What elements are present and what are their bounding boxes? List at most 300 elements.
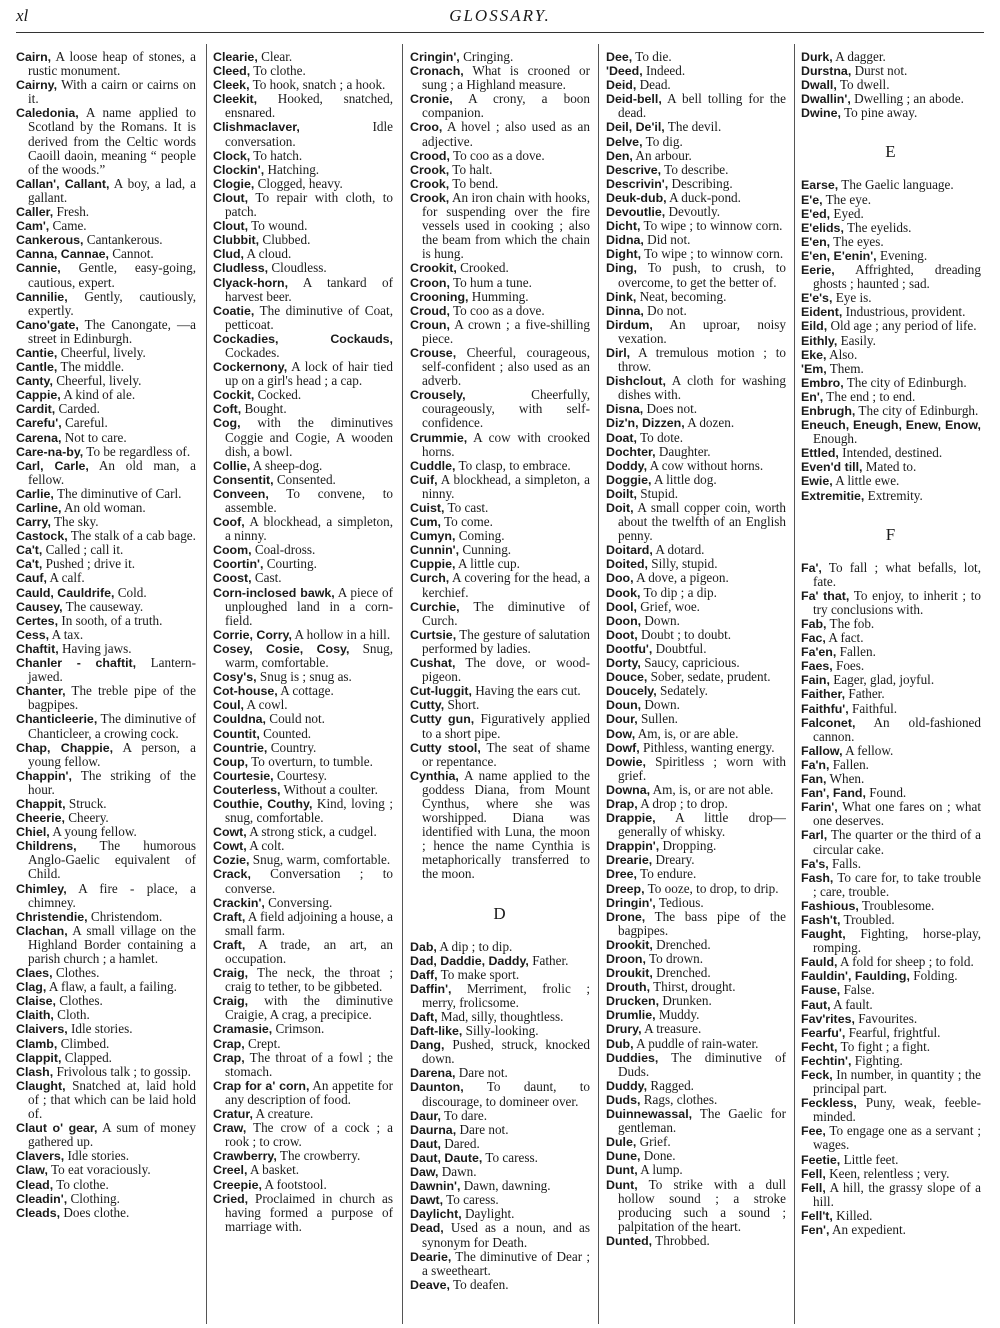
headword: Cog, [213,416,241,431]
glossary-entry [16,459,196,487]
definition: Clogged, heavy. [254,175,343,191]
headword: Cramasie, [213,1022,273,1037]
glossary-entry [410,600,590,628]
definition: Cockades. [225,344,280,360]
headword: Didna, [606,233,644,248]
glossary-entry [410,1010,590,1024]
headword: Coortin', [213,557,264,572]
definition: Fighting. [851,1052,903,1068]
glossary-entry [801,673,981,687]
glossary-entry [606,1008,786,1022]
headword: Duddies, [606,1050,659,1065]
glossary-entry [801,645,981,659]
headword: Clead, [16,1177,54,1192]
definition: To ooze, to drop, to drip. [644,880,779,896]
glossary-entry [606,445,786,459]
definition: To pine away. [840,105,918,121]
glossary-entry [213,78,393,92]
definition: To overturn, to tumble. [248,753,373,769]
glossary-entry [410,304,590,318]
definition: Crept. [244,1035,281,1051]
headword: Cheerie, [16,811,65,826]
definition: The eye. [822,191,872,207]
headword: E'e, [801,192,823,207]
glossary-entry [213,473,393,487]
glossary-entry [410,1038,590,1066]
definition: The Gaelic language. [838,177,954,193]
glossary-entry [410,571,590,599]
glossary-entry [606,374,786,402]
headword: Fearfu', [801,1025,846,1040]
definition: To daunt, to discourage, to domineer over. [422,1079,590,1109]
definition: Dawn. [438,1164,477,1180]
glossary-entry [213,1178,393,1192]
headword: Coof, [213,515,245,530]
definition: To caress. [482,1149,538,1165]
definition: A cloud. [243,246,292,262]
glossary-entry [801,78,981,92]
definition: To coo as a dove. [449,302,545,318]
definition: Done. [640,1148,676,1164]
headword: Duds, [606,1092,641,1107]
headword: Eke, [801,347,827,362]
definition: A little drop— generally of whisky. [618,810,786,840]
definition: To cast. [444,500,489,515]
definition: Merriment, frolic ; merry, frolicsome. [422,980,590,1010]
headword: Crook, [410,190,450,205]
definition: A fire - place, a chimney. [28,880,196,910]
definition: Came. [49,218,87,234]
headword: Consentit, [213,472,274,487]
glossary-entry [16,1163,196,1177]
definition: To push, to crush, to overcome, to get the better of. [618,260,786,290]
headword: Drucken, [606,994,660,1009]
headword: Dule, [606,1135,637,1150]
glossary-entry [213,741,393,755]
glossary-entry [606,966,786,980]
definition: Folding. [909,968,958,984]
glossary-entry [410,968,590,982]
definition: To clasp, to embrace. [455,457,571,473]
definition: Grief, woe. [636,598,700,614]
glossary-entry [213,402,393,416]
definition: To be regardless of. [83,443,191,459]
definition: Them. [826,360,864,376]
glossary-entry [801,1068,981,1096]
glossary-entry [16,684,196,712]
glossary-entry [410,290,590,304]
definition: Without a coulter. [280,781,378,797]
definition: Devoutly. [665,204,721,220]
glossary-entry [410,684,590,698]
glossary-entry [16,557,196,571]
definition: A creature. [252,1106,314,1122]
headword: Cum, [410,515,441,530]
definition: Conversing. [264,894,333,910]
definition: A lock of hair tied up on a girl's head ; a cap. [225,359,393,389]
glossary-entry [801,1026,981,1040]
definition: To endure. [637,866,697,882]
definition: Puny, weak, feeble-minded. [813,1095,981,1125]
definition: Cloudless. [268,260,327,276]
definition: To hook, snatch ; a hook. [249,77,386,93]
glossary-entry [801,489,981,503]
definition: Faithful. [848,700,898,716]
definition: A cow without horns. [647,457,764,473]
definition: To fight ; a fight. [837,1038,931,1054]
headword: Fallow, [801,743,843,758]
definition: Industrious, provident. [842,304,966,320]
glossary-entry [213,839,393,853]
headword: Cauld, Cauldrife, [16,585,115,600]
glossary-column [606,50,786,1320]
headword: Countrie, [213,740,268,755]
headword: Dang, [410,1038,445,1053]
glossary-entry [410,1207,590,1221]
headword: Doun, [606,698,642,713]
headword: Conveen, [213,486,269,501]
headword: Coft, [213,402,242,417]
definition: The causeway. [62,598,144,614]
glossary-entry [606,1234,786,1248]
glossary-entry [606,867,786,881]
headword: Fan, [801,772,827,787]
headword: Curch, [410,571,450,586]
definition: A tax. [49,626,84,642]
definition: Dreary. [652,852,695,868]
glossary-entry [801,828,981,856]
column-divider [598,44,599,1324]
headword: Dinna, [606,303,644,318]
headword: Cut-luggit, [410,684,472,699]
headword: Deil, De'il, [606,120,665,135]
glossary-entry [410,473,590,501]
glossary-entry [213,1051,393,1079]
column-divider [794,44,795,1324]
headword: Cleekit, [213,92,258,107]
headword: Fa' that, [801,588,850,603]
glossary-entry [16,543,196,557]
definition: Snug, warm, comfortable. [225,640,393,671]
definition: The Gaelic for gentleman. [618,1106,786,1136]
headword: Chiel, [16,825,50,840]
definition: A strong stick, a cudgel. [246,824,377,840]
glossary-entry [410,177,590,191]
headword: Fav'rites, [801,1011,855,1026]
glossary-entry [16,501,196,515]
definition: The crowberry. [276,1148,361,1164]
headword: Fell, [801,1166,826,1181]
headword: Enbrugh, [801,403,856,418]
definition: Idle stories. [67,1021,133,1037]
glossary-entry [801,249,981,263]
definition: Cloth. [53,1007,90,1023]
headword: Dwallin', [801,92,851,107]
headword: Feck, [801,1068,833,1082]
headword: Curtsie, [410,627,457,642]
definition: A sum of money gathered up. [28,1120,196,1150]
headword: Fa'n, [801,757,830,772]
headword: Cleadin', [16,1191,68,1206]
glossary-entry [801,446,981,460]
definition: A dove, a pigeon. [633,570,729,586]
glossary-entry [16,656,196,684]
definition: Cheerful, courageous, self-confident ; also used as an adverb. [422,344,590,389]
definition: The neck, the throat ; craig to tether, to be gibbeted. [225,965,393,995]
glossary-entry [606,346,786,374]
glossary-entry [801,418,981,446]
definition: A dozen. [684,415,735,431]
definition: A young fellow. [49,824,137,840]
headword: Coup, [213,754,249,769]
glossary-entry [16,712,196,740]
definition: A colt. [246,838,285,854]
glossary-entry [16,388,196,402]
glossary-entry [16,769,196,797]
headword: Crummie, [410,430,468,445]
headword: Dad, Daddie, Daddy, [410,953,529,968]
headword: Dorty, [606,656,641,671]
headword: Cowt, [213,839,247,854]
headword: Dicht, [606,219,641,234]
headword: Dunt, [606,1163,638,1178]
definition: Tedious. [655,894,704,910]
headword: Crap, [213,1036,245,1051]
definition: To enjoy, to inherit ; to try conclusions with. [813,587,981,617]
headword: Daut, Daute, [410,1150,483,1165]
definition: An iron chain with hooks, for suspending over the fire vessels used in cooking ; also the beam from which the chain is hung. [422,189,590,262]
glossary-entry [606,1149,786,1163]
headword: Carl, Carle, [16,458,89,473]
definition: To drown. [645,951,703,966]
glossary-entry [16,219,196,233]
definition: A duck-pond. [666,189,741,205]
headword: Fen', [801,1223,830,1238]
headword: Chimley, [16,881,67,896]
headword: Ca't, [16,557,43,572]
glossary-entry [213,670,393,684]
definition: To dote. [636,429,684,445]
definition: A flaw, a fault, a failing. [46,979,177,995]
definition: Gentle, easy-going, cautious, expert. [28,260,196,290]
definition: Cannot. [108,246,154,262]
definition: The diminutive of Duds. [618,1049,786,1079]
glossary-entry [801,291,981,305]
definition: Doubtful. [652,640,707,656]
glossary-entry [213,867,393,895]
glossary-entry [606,1093,786,1107]
definition: A little dog. [651,471,717,487]
headword: Cankerous, [16,233,84,248]
section-letter: E [885,142,897,162]
definition: The quarter or the third of a circular cake. [813,827,981,857]
headword: Doon, [606,613,642,628]
glossary-entry [16,910,196,924]
definition: Short. [444,697,480,713]
headword: Even'd till, [801,460,863,475]
glossary-entry [801,1096,981,1124]
headword: Cozie, [213,853,250,868]
glossary-entry [410,1123,590,1137]
headword: Duinnewassal, [606,1107,693,1122]
headword: Fecht, [801,1039,838,1054]
headword: Ettled, [801,446,839,461]
glossary-entry [16,614,196,628]
headword: Clearie, [213,50,258,64]
glossary-entry [606,191,786,205]
definition: A lump. [637,1162,683,1178]
definition: Clothes. [52,965,100,981]
glossary-entry [16,290,196,318]
headword: Cronie, [410,92,453,107]
definition: A hollow in a hill. [291,626,391,642]
definition: Also. [826,346,858,362]
headword: Dowf, [606,740,640,755]
glossary-entry [606,1079,786,1093]
definition: Am, is, or are not able. [650,781,774,797]
headword: Delve, [606,134,643,149]
glossary-entry [410,769,590,882]
glossary-entry [606,839,786,853]
headword: Daylicht, [410,1207,462,1222]
headword: Daffin', [410,981,452,996]
headword: Droukit, [606,966,653,981]
headword: Fain, [801,673,830,688]
glossary-entry [606,1022,786,1036]
definition: Cheerful, lively. [52,373,142,389]
glossary-entry [606,896,786,910]
headword: Drap, [606,796,638,811]
definition: Drenched. [652,936,711,952]
glossary-entry [16,416,196,430]
headword: Chap, Chappie, [16,740,114,755]
glossary-entry [16,402,196,416]
definition: A name applied to Scotland by the Romans. It is derived from the Celtic words Caoill daoin, meaning “ people of the woods.” [28,105,196,177]
definition: Neat, becoming. [636,288,727,304]
glossary-entry [410,656,590,684]
glossary-entry [606,614,786,628]
headword: Extremitie, [801,488,865,503]
definition: Snug, warm, comfortable. [249,852,391,868]
glossary-entry [801,404,981,418]
glossary-entry [801,178,981,192]
definition: To come. [440,514,493,530]
glossary-entry [213,416,393,458]
glossary-entry [606,120,786,134]
definition: Does clothe. [60,1204,130,1220]
headword: Collie, [213,458,251,473]
definition: Durst not. [851,63,908,79]
headword: Clockin', [213,162,265,177]
definition: The striking of the hour. [28,767,196,797]
definition: Silly, stupid. [648,556,718,572]
headword: Drury, [606,1022,642,1037]
glossary-entry [606,64,786,78]
definition: Doubt ; to doubt. [637,626,732,642]
definition: The crow of a cock ; a rook ; to crow. [225,1120,393,1150]
headword: Cannilie, [16,289,68,304]
definition: An old-fashioned cannon. [813,714,981,744]
definition: Rags, clothes. [640,1091,718,1107]
definition: Silly-looking. [462,1023,539,1039]
headword: Claith, [16,1008,54,1023]
definition: Courting. [263,556,317,572]
definition: Eye is. [832,290,872,306]
definition: To dig. [642,133,683,149]
definition: Saucy, capricious. [640,655,740,671]
definition: Dropping. [659,838,717,854]
headword: Craig, [213,966,249,981]
headword: Dreep, [606,881,645,896]
headword: Couthie, Couthy, [213,796,313,811]
headword: Daff, [410,967,438,982]
headword: Embro, [801,375,844,390]
glossary-entry [801,561,981,589]
headword: Clash, [16,1064,54,1079]
headword: Ca't, [16,543,43,558]
definition: Cocked. [254,387,302,403]
definition: Gently, cautiously, expertly. [28,288,196,318]
glossary-entry [606,233,786,247]
definition: What one fares on ; what one deserves. [813,799,981,829]
glossary-entry [606,304,786,318]
definition: Crimson. [272,1021,325,1037]
glossary-entry [606,1135,786,1149]
glossary-entry [16,1192,196,1206]
headword: Dishclout, [606,374,666,389]
headword: Clock, [213,148,251,163]
headword: Cried, [213,1191,249,1206]
glossary-entry [410,318,590,346]
headword: Dearie, [410,1249,452,1264]
glossary-entry [606,402,786,416]
headword: Croon, [410,275,450,290]
glossary-entry [606,586,786,600]
page-title: GLOSSARY. [449,6,551,25]
glossary-entry [410,1221,590,1249]
headword: Daft, [410,1010,438,1024]
definition: Stupid. [636,485,679,501]
headword: Downa, [606,782,651,797]
headword: Cleed, [213,64,251,79]
headword: Castock, [16,529,68,544]
headword: Cringin', [410,50,460,64]
headword: Cronach, [410,64,464,79]
glossary-entry [16,1022,196,1036]
definition: A field adjoining a house, a small farm. [225,908,393,938]
definition: A loose heap of stones, a rustic monument. [28,50,196,79]
headword: Dub, [606,1036,634,1051]
headword: Cockit, [213,388,255,403]
glossary-entry [410,1278,590,1292]
glossary-entry [16,261,196,289]
glossary-entry [16,1206,196,1220]
headword: Cannie, [16,261,61,276]
headword: Faut, [801,997,831,1012]
definition: Clothes. [55,993,103,1009]
glossary-entry [213,149,393,163]
definition: Crooked. [456,260,509,276]
headword: Cutty stool, [410,740,481,755]
glossary-entry [16,882,196,910]
glossary-entry [16,1121,196,1149]
glossary-entry [410,982,590,1010]
headword: Deid-bell, [606,92,662,107]
definition: To make sport. [437,966,520,982]
definition: Called ; call it. [42,542,124,558]
headword: Cowt, [213,825,247,840]
headword: Disna, [606,402,644,417]
